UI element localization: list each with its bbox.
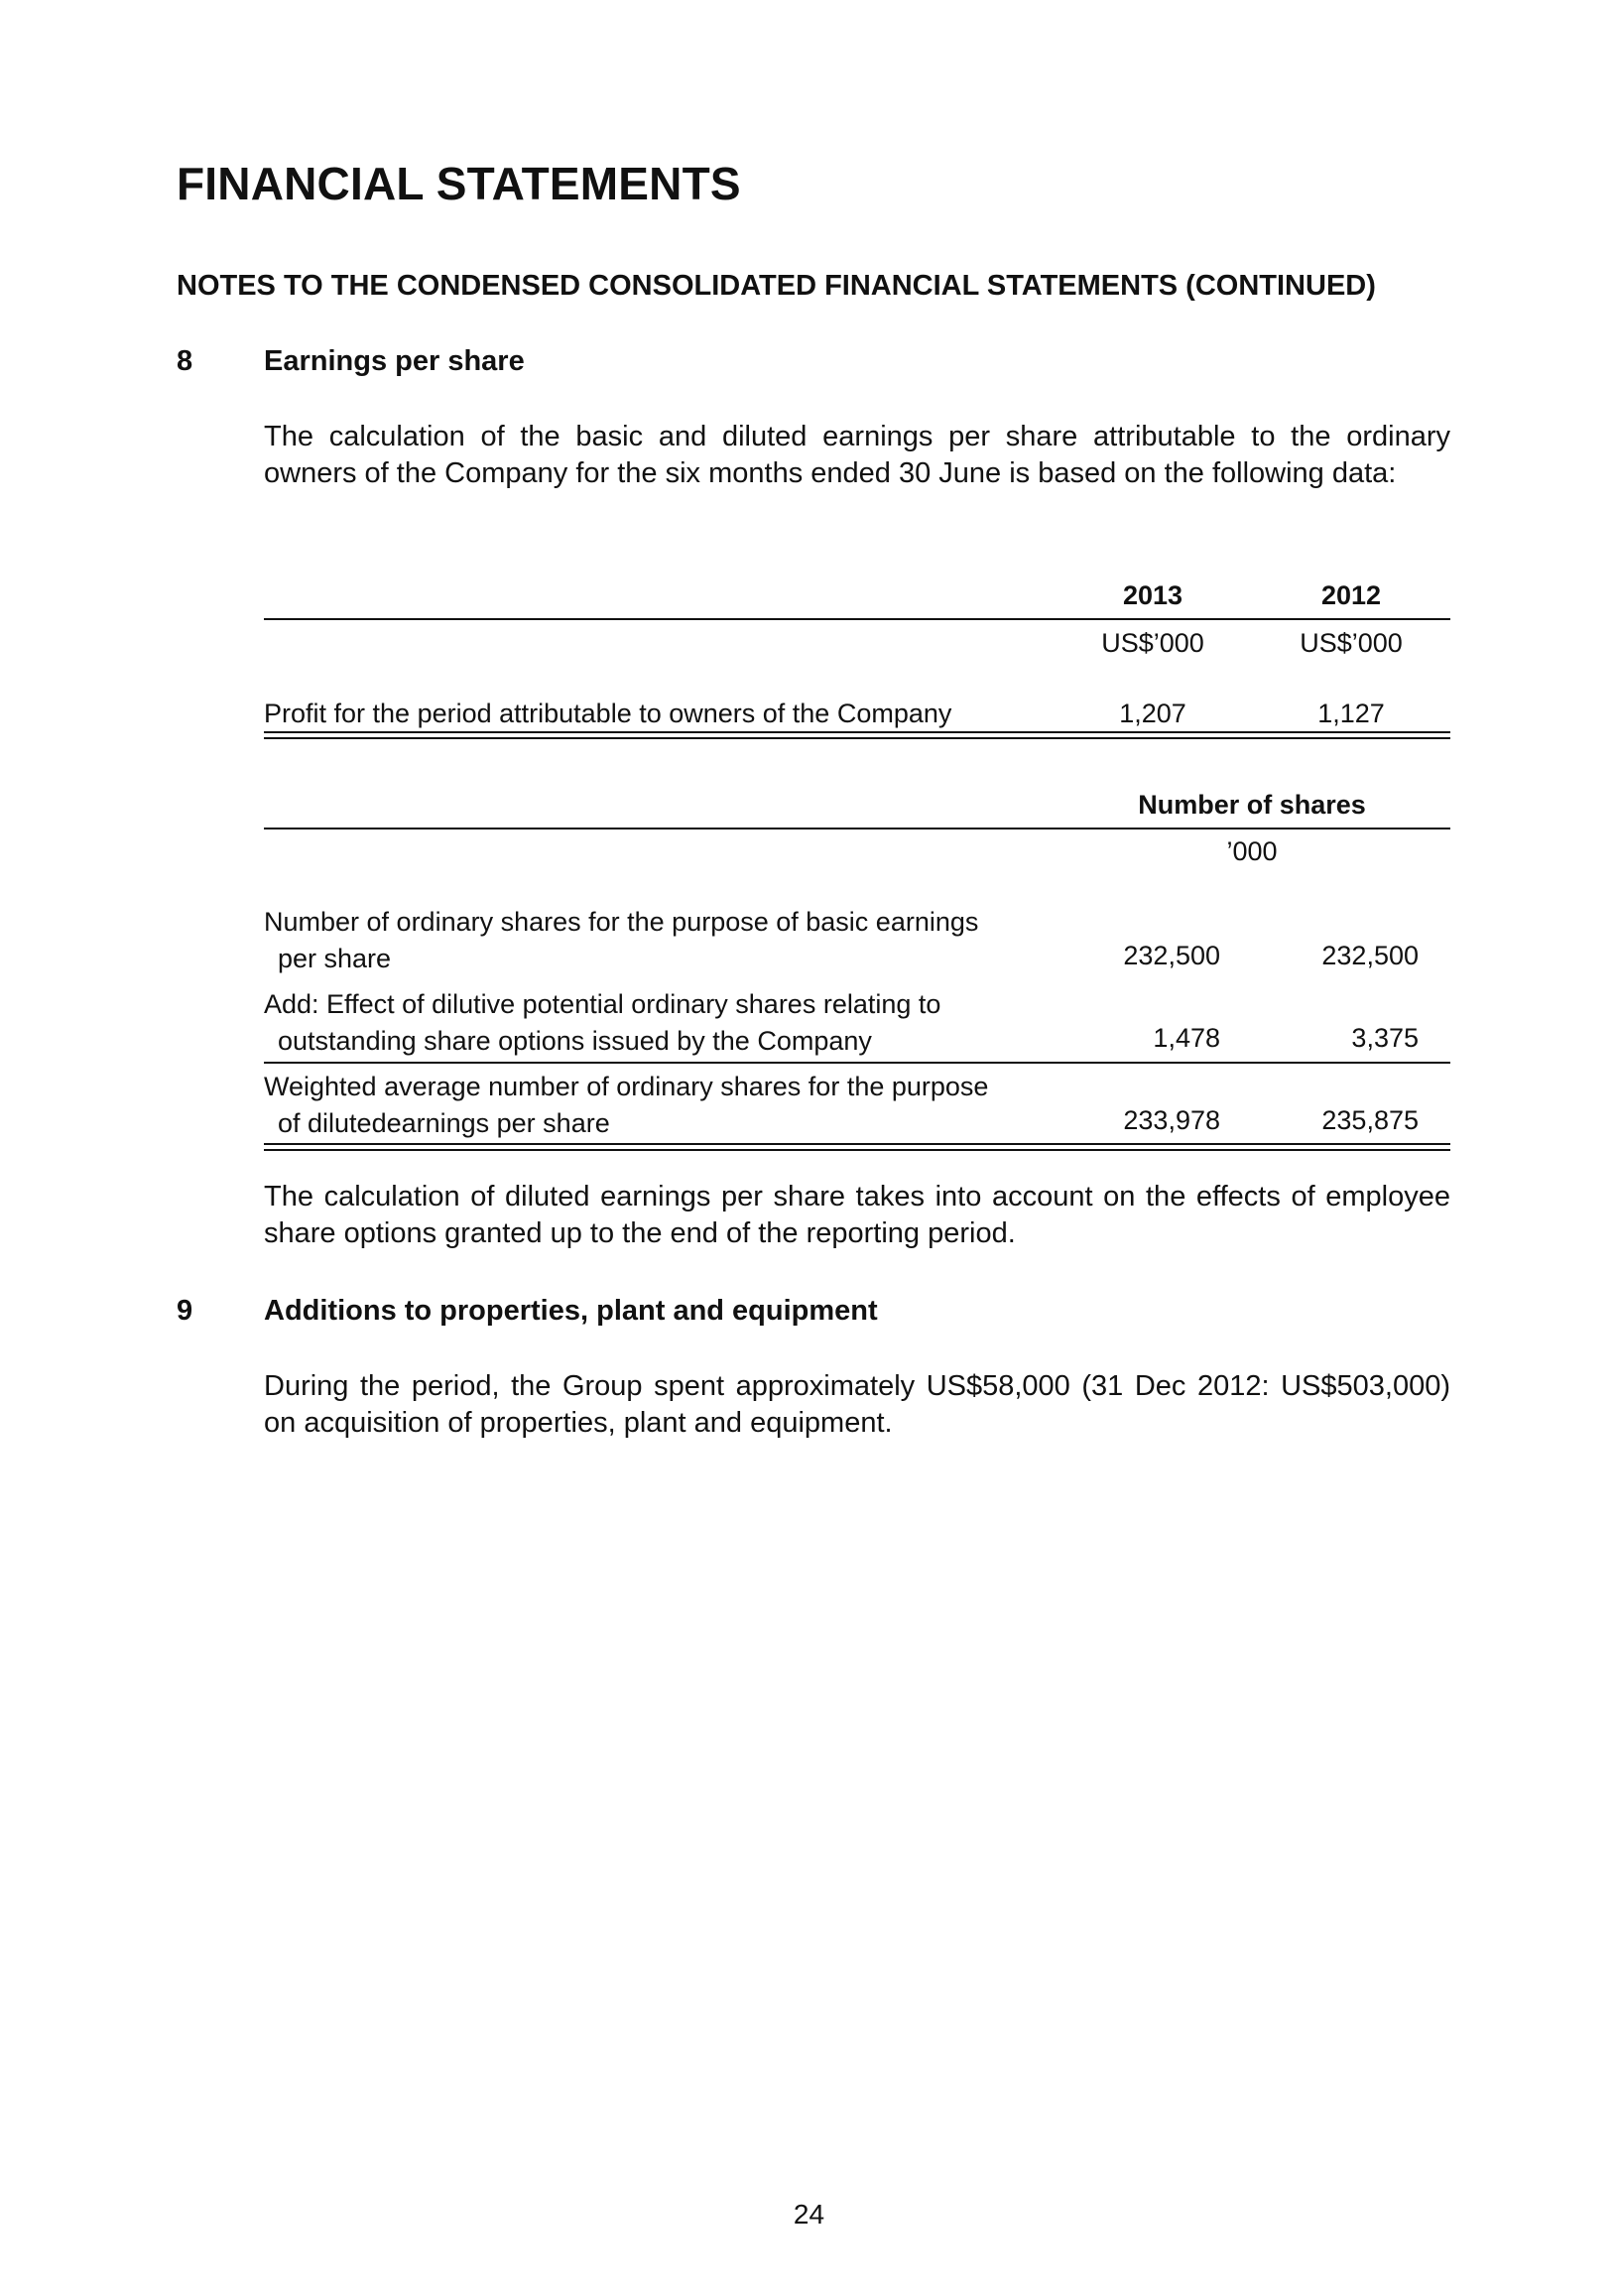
section-8-intro: The calculation of the basic and diluted earnings per share attributable to the ordinary owners of the Company for the six months ended 30 June is based on the following data: [264,421,1450,489]
notes-title: NOTES TO THE CONDENSED CONSOLIDATED FINANCIAL STATEMENTS (CONTINUED) [177,270,1376,302]
shares-total-rule-lower [264,1149,1450,1151]
shares-header-rule [264,828,1450,829]
shares-basic-2012: 232,500 [1321,941,1419,970]
shares-row-basic-line2: per share [278,944,392,973]
unit-2012: US$’000 [1300,628,1403,658]
section-8-note: The calculation of diluted earnings per share takes into account on the effects of employee share options granted up to the end of the reporting period. [264,1181,1450,1249]
shares-dilutive-2013: 1,478 [1153,1023,1220,1053]
shares-unit: ’000 [1226,836,1278,866]
section-9-text: During the period, the Group spent approximately US$58,000 (31 Dec 2012: US$503,000) on acquisition of properties, plant and equipment. [264,1370,1450,1439]
subtotal-rule [264,1062,1450,1064]
total-rule-lower [264,737,1450,739]
shares-dilutive-2012: 3,375 [1351,1023,1419,1053]
profit-row-label: Profit for the period attributable to owners of the Company [264,699,952,728]
shares-row-dilutive-line1: Add: Effect of dilutive potential ordinary shares relating to [264,989,941,1019]
section-9-title: Additions to properties, plant and equipment [264,1295,878,1327]
shares-row-basic-line1: Number of ordinary shares for the purpose of basic earnings [264,907,979,937]
shares-weighted-2012: 235,875 [1321,1105,1419,1135]
profit-2012: 1,127 [1317,699,1385,728]
shares-basic-2013: 232,500 [1123,941,1220,970]
shares-row-weighted-line1: Weighted average number of ordinary shares for the purpose [264,1072,989,1101]
section-8-title: Earnings per share [264,345,525,377]
section-9-number: 9 [177,1295,193,1327]
shares-weighted-2013: 233,978 [1123,1105,1220,1135]
shares-row-dilutive-line2: outstanding share options issued by the Company [278,1026,872,1056]
header-rule [264,618,1450,620]
shares-header: Number of shares [1138,790,1366,820]
page-title: FINANCIAL STATEMENTS [177,158,741,209]
unit-2013: US$’000 [1101,628,1204,658]
shares-total-rule-upper [264,1143,1450,1145]
column-header-2012: 2012 [1320,580,1382,610]
profit-2013: 1,207 [1119,699,1186,728]
section-8-number: 8 [177,345,193,377]
page-number: 24 [793,2199,825,2230]
column-header-2013: 2013 [1122,580,1183,610]
shares-row-weighted-line2: of dilutedearnings per share [278,1108,610,1138]
total-rule-upper [264,731,1450,733]
